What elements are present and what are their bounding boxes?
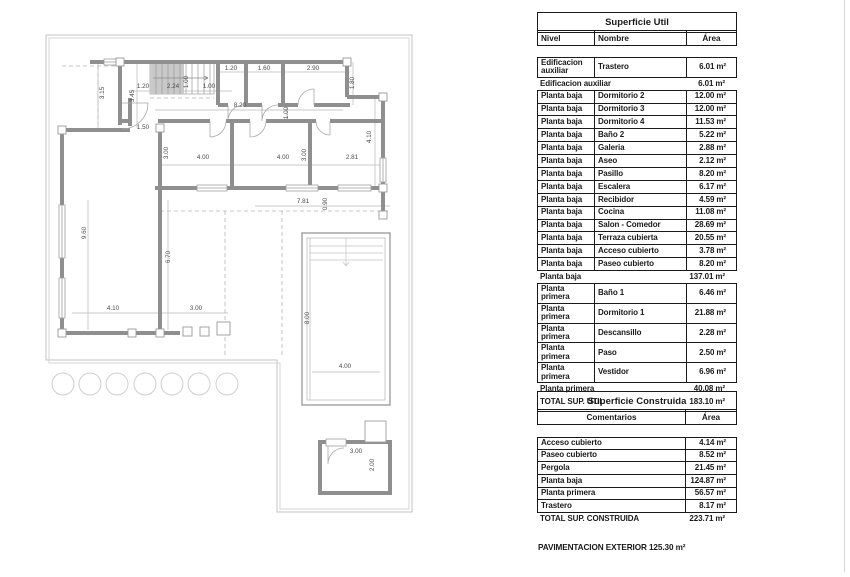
table-row bbox=[537, 363, 737, 383]
cell-nombre: Pasillo bbox=[594, 168, 686, 180]
table-row bbox=[537, 57, 737, 78]
cell-nivel: Planta baja bbox=[541, 168, 583, 178]
cell-nombre: Aseo bbox=[594, 155, 686, 167]
trees bbox=[52, 373, 238, 395]
cell-nombre: Recibidor bbox=[594, 194, 686, 206]
table-row bbox=[537, 500, 737, 513]
cell-area: 6.46 m² bbox=[686, 284, 736, 303]
dimension-label: 2.81 bbox=[345, 154, 359, 161]
cell-area: 137.01 m² bbox=[689, 271, 725, 281]
dimension-label: 2.90 bbox=[306, 65, 320, 72]
cell-nombre: Dormitorio 3 bbox=[594, 104, 686, 116]
cell-area: 124.87 m² bbox=[685, 475, 736, 487]
cell-nombre: Salon - Comedor bbox=[594, 220, 686, 232]
dimension-label: 7.81 bbox=[296, 198, 310, 205]
table-row bbox=[537, 220, 737, 233]
dimension-label: 3.45 bbox=[129, 89, 136, 103]
page-edge-line bbox=[844, 0, 845, 572]
cell-nivel: Planta baja bbox=[541, 117, 583, 127]
cell-nivel: Planta primera bbox=[541, 323, 570, 341]
dimension-label: 1.20 bbox=[136, 83, 150, 90]
cell-nivel: Planta baja bbox=[541, 259, 583, 268]
table-row bbox=[537, 475, 737, 488]
table-row bbox=[537, 142, 737, 155]
cell-nivel: Planta baja bbox=[541, 142, 583, 152]
cell-area: 4.59 m² bbox=[686, 194, 736, 206]
cell-nombre: Paseo cubierto bbox=[594, 258, 686, 270]
table-row bbox=[537, 324, 737, 344]
dimension-label: 8.20 bbox=[233, 102, 247, 109]
cell-area: 6.01 m² bbox=[686, 58, 736, 77]
cell-area: 183.10 m² bbox=[689, 397, 725, 407]
cell-nombre: Terraza cubierta bbox=[594, 232, 686, 244]
cell-area: 2.88 m² bbox=[686, 142, 736, 154]
cell-comentario: Acceso cubierto bbox=[541, 438, 602, 448]
cell-comentario: Trastero bbox=[541, 501, 572, 511]
dimension-label: 9.60 bbox=[81, 226, 88, 240]
cell-comentario: Pergola bbox=[541, 463, 570, 473]
cell-nombre: Descansillo bbox=[594, 324, 686, 343]
cell-area: 12.00 m² bbox=[686, 104, 736, 116]
cell-area: 3.78 m² bbox=[686, 245, 736, 257]
dimension-label: 1.00 bbox=[202, 83, 216, 90]
cell-nombre: Escalera bbox=[594, 181, 686, 193]
table-row bbox=[537, 462, 737, 475]
cell-area: 8.20 m² bbox=[686, 168, 736, 180]
cell-area: 2.50 m² bbox=[686, 343, 736, 362]
cell-nivel: Planta primera bbox=[541, 363, 570, 381]
dimension-label: 1.80 bbox=[349, 76, 356, 90]
table-row bbox=[537, 258, 737, 271]
dimension-label: 1.20 bbox=[224, 65, 238, 72]
cell-comentario: Planta baja bbox=[541, 475, 583, 485]
cell-area: 8.17 m² bbox=[685, 500, 736, 512]
cell-area: 2.28 m² bbox=[686, 324, 736, 343]
cell-area: 11.53 m² bbox=[686, 116, 736, 128]
cell-area: 40.08 m² bbox=[693, 384, 725, 394]
cell-nivel: Planta baja bbox=[541, 91, 583, 101]
dimension-label: 3.15 bbox=[99, 86, 106, 100]
col-header-comentarios: Comentarios bbox=[586, 412, 637, 422]
table-row bbox=[537, 304, 737, 324]
cell-label: Planta baja bbox=[540, 271, 582, 281]
cell-nombre: Dormitorio 4 bbox=[594, 116, 686, 128]
cell-area: 20.55 m² bbox=[686, 232, 736, 244]
cell-area: 12.00 m² bbox=[686, 91, 736, 103]
superficie-util-header bbox=[537, 30, 737, 46]
dimension-label: 4.00 bbox=[196, 154, 210, 161]
dimension-label: 4.00 bbox=[338, 363, 352, 370]
dimension-label: 0.90 bbox=[322, 197, 329, 211]
col-header-nivel: Nivel bbox=[541, 33, 561, 43]
dimension-label: 3.00 bbox=[301, 148, 308, 162]
cell-area: 6.17 m² bbox=[686, 181, 736, 193]
cell-nombre: Vestidor bbox=[594, 363, 686, 382]
table-row bbox=[537, 488, 737, 501]
superficie-util-title: Superficie Util bbox=[537, 12, 737, 33]
cell-nombre: Paso bbox=[594, 343, 686, 362]
cell-nivel: Planta primera bbox=[541, 284, 570, 302]
dimension-label: 1.00 bbox=[183, 75, 190, 89]
table-row bbox=[537, 181, 737, 194]
dimension-label: 1.50 bbox=[136, 124, 150, 131]
cell-area: 21.45 m² bbox=[685, 462, 736, 474]
cell-area: 6.01 m² bbox=[698, 78, 725, 88]
cell-nivel: Planta baja bbox=[541, 181, 583, 191]
col-header-nombre: Nombre bbox=[594, 31, 686, 45]
dimension-label: 3.00 bbox=[349, 448, 363, 455]
cell-nivel: Planta baja bbox=[541, 233, 583, 243]
cell-nivel: Planta baja bbox=[541, 194, 583, 204]
cell-comentario: Paseo cubierto bbox=[541, 450, 597, 460]
table-row bbox=[537, 207, 737, 220]
superficie-construida-body bbox=[537, 437, 737, 526]
table-row bbox=[537, 155, 737, 168]
cell-area: 5.22 m² bbox=[686, 129, 736, 141]
cell-nombre: Dormitorio 2 bbox=[594, 91, 686, 103]
house-walls bbox=[60, 62, 383, 333]
cell-area: 21.88 m² bbox=[686, 304, 736, 323]
cell-area: 8.20 m² bbox=[686, 258, 736, 270]
cell-nivel: Planta baja bbox=[541, 130, 583, 140]
cell-nombre: Baño 2 bbox=[594, 129, 686, 141]
swimming-pool bbox=[302, 233, 390, 405]
table-row bbox=[537, 91, 737, 104]
dimension-label: 1.00 bbox=[283, 106, 290, 120]
cell-label: TOTAL SUP. CONSTRUIDA bbox=[540, 514, 640, 524]
dimension-label: 8.00 bbox=[304, 311, 311, 325]
area-tables-panel bbox=[537, 0, 737, 572]
cell-nivel: Edificacion auxiliar bbox=[541, 58, 583, 76]
cell-area: 28.69 m² bbox=[686, 220, 736, 232]
table-row bbox=[537, 78, 737, 91]
cell-nombre: Baño 1 bbox=[594, 284, 686, 303]
dimension-label: 6.70 bbox=[165, 250, 172, 264]
cell-nivel: Planta baja bbox=[541, 246, 583, 256]
dimension-label: 1.60 bbox=[257, 65, 271, 72]
storage-building bbox=[320, 421, 390, 493]
cell-area: 223.71 m² bbox=[689, 514, 725, 524]
cell-nombre: Dormitorio 1 bbox=[594, 304, 686, 323]
superficie-util-body bbox=[537, 57, 737, 409]
table-row bbox=[537, 194, 737, 207]
cell-nivel: Planta baja bbox=[541, 155, 583, 165]
cell-nivel: Planta baja bbox=[541, 220, 583, 230]
cell-nivel: Planta primera bbox=[541, 343, 570, 361]
table-row bbox=[537, 168, 737, 181]
dimension-label: 3.00 bbox=[189, 305, 203, 312]
cell-nombre: Galeria bbox=[594, 142, 686, 154]
dimension-labels bbox=[81, 65, 376, 471]
door-arcs bbox=[122, 89, 330, 137]
cell-area: 8.52 m² bbox=[685, 450, 736, 462]
cell-label: Edificacion auxiliar bbox=[540, 78, 611, 88]
table-row bbox=[537, 271, 737, 284]
table-row bbox=[537, 104, 737, 117]
table-row bbox=[537, 284, 737, 304]
cell-comentario: Planta primera bbox=[541, 488, 596, 498]
table-row bbox=[537, 437, 737, 450]
table-row bbox=[537, 513, 737, 526]
dimension-label: 4.10 bbox=[366, 130, 373, 144]
superficie-construida-title: Superficie Construida bbox=[537, 391, 737, 412]
table-row bbox=[537, 343, 737, 363]
cell-area: 2.12 m² bbox=[686, 155, 736, 167]
table-row bbox=[537, 116, 737, 129]
dimension-label: 4.10 bbox=[106, 305, 120, 312]
cell-area: 4.14 m² bbox=[685, 438, 736, 449]
cell-nivel: Planta baja bbox=[541, 207, 583, 217]
col-header-area: Área bbox=[686, 31, 736, 45]
col-header-area: Área bbox=[685, 410, 736, 424]
cell-nivel: Planta primera bbox=[541, 303, 570, 322]
cell-nivel: Planta baja bbox=[541, 104, 583, 114]
dimension-label: 4.00 bbox=[276, 154, 290, 161]
pavimentacion-note: PAVIMENTACION EXTERIOR 125.30 m² bbox=[538, 543, 686, 552]
table-row bbox=[537, 232, 737, 245]
dimension-label: 2.00 bbox=[369, 458, 376, 472]
table-row bbox=[537, 245, 737, 258]
dimension-label: 3.00 bbox=[163, 146, 170, 160]
cell-nombre: Trastero bbox=[594, 58, 686, 77]
cell-nombre: Acceso cubierto bbox=[594, 245, 686, 257]
cell-area: 56.57 m² bbox=[685, 488, 736, 500]
dimension-label: 2.24 bbox=[166, 83, 180, 90]
cell-label: Planta primera bbox=[540, 384, 595, 394]
cell-area: 6.96 m² bbox=[686, 363, 736, 382]
superficie-construida-header bbox=[537, 409, 737, 425]
table-row bbox=[537, 129, 737, 142]
corner-posts bbox=[58, 58, 387, 337]
cell-area: 11.08 m² bbox=[686, 207, 736, 219]
table-row bbox=[537, 450, 737, 463]
cell-label: TOTAL SUP. UTIL bbox=[540, 397, 605, 407]
cell-nombre: Cocina bbox=[594, 207, 686, 219]
